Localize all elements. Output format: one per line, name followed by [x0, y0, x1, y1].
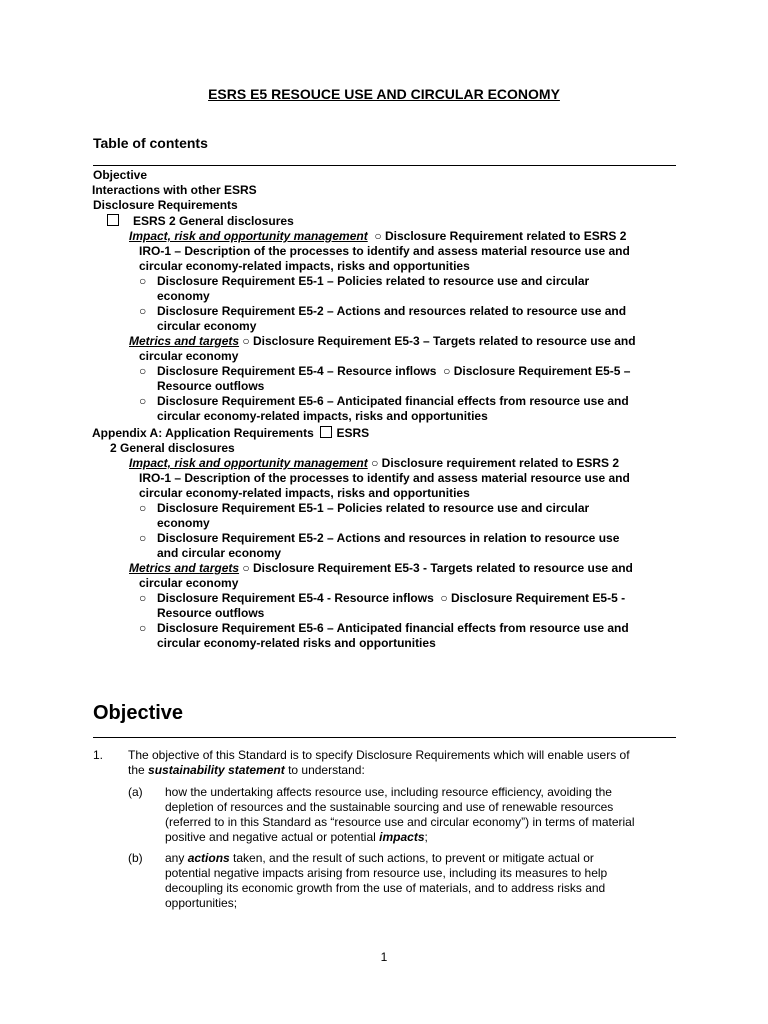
toc-heading: Table of contents [93, 135, 208, 151]
toc-a-e56[interactable]: ○ Disclosure Requirement E5-6 – Anticipated financial effects from resource use and [139, 621, 629, 635]
square-bullet-icon [107, 214, 119, 226]
toc-a-e55-line2: Resource outflows [157, 606, 265, 620]
circle-bullet-icon: ○ [443, 364, 451, 378]
circle-bullet-icon: ○ [440, 591, 448, 605]
toc-a-metrics-line2: circular economy [139, 576, 239, 590]
toc-a-irom[interactable]: Impact, risk and opportunity management ○ Disclosure requirement related to ESRS 2 [129, 456, 620, 470]
toc-esrs2-general[interactable]: ESRS 2 General disclosures [107, 214, 294, 229]
square-bullet-icon [320, 426, 332, 438]
toc-a-e52-line2: and circular economy [157, 546, 282, 560]
toc-e51-line2: economy [157, 289, 210, 303]
circle-bullet-icon: ○ [242, 334, 250, 348]
list-item-line: potential negative impacts arising from resource use, including its measures to help [165, 866, 608, 880]
list-item-line: opportunities; [165, 896, 238, 910]
toc-metrics-targets[interactable]: Metrics and targets ○ Disclosure Requirement E5-3 – Targets related to resource use and [129, 334, 636, 348]
circle-bullet-icon: ○ [139, 501, 147, 515]
list-item-line: any actions taken, and the result of such actions, to prevent or mitigate actual or [165, 851, 594, 865]
toc-a-e51-line2: economy [157, 516, 210, 530]
toc-e52-line2: circular economy [157, 319, 257, 333]
paragraph-number: 1. [93, 748, 104, 762]
defined-term: sustainability statement [148, 763, 285, 777]
toc-iro1-line1[interactable]: IRO-1 – Description of the processes to identify and assess material resource use and [139, 244, 630, 258]
toc-e54-e55[interactable]: ○ Disclosure Requirement E5-4 – Resource inflows ○ Disclosure Requirement E5-5 – [139, 364, 631, 378]
paragraph-line: The objective of this Standard is to specify Disclosure Requirements which will enable users of [128, 748, 630, 762]
circle-bullet-icon: ○ [139, 274, 147, 288]
toc-a-iro1-line2: circular economy-related impacts, risks and opportunities [139, 486, 470, 500]
toc-e51[interactable]: ○ Disclosure Requirement E5-1 – Policies related to resource use and circular [139, 274, 590, 288]
toc-a-e56-line2: circular economy-related risks and opportunities [157, 636, 436, 650]
toc-irom[interactable]: Impact, risk and opportunity management ○ Disclosure Requirement related to ESRS 2 [129, 229, 627, 243]
circle-bullet-icon: ○ [139, 364, 147, 378]
toc-a-iro1-line1[interactable]: IRO-1 – Description of the processes to identify and assess material resource use and [139, 471, 630, 485]
toc-appendix-line2: 2 General disclosures [110, 441, 235, 455]
list-item-line: depletion of resources and the sustainable sourcing and use of renewable resources [165, 800, 614, 814]
toc-interactions[interactable]: Interactions with other ESRS [92, 183, 257, 197]
objective-divider [93, 737, 676, 738]
list-item-label: (b) [128, 851, 143, 865]
circle-bullet-icon: ○ [371, 456, 379, 470]
defined-term: actions [187, 851, 230, 865]
page-number: 1 [380, 950, 388, 964]
defined-term: impacts [379, 830, 425, 844]
toc-iro1-line2: circular economy-related impacts, risks and opportunities [139, 259, 470, 273]
list-item-label: (a) [128, 785, 143, 799]
toc-objective[interactable]: Objective [93, 168, 148, 182]
list-item-line: decoupling its economic growth from the use of materials, and to address risks and [165, 881, 606, 895]
circle-bullet-icon: ○ [139, 304, 147, 318]
toc-e56[interactable]: ○ Disclosure Requirement E5-6 – Anticipated financial effects from resource use and [139, 394, 629, 408]
toc-appendix[interactable]: Appendix A: Application Requirements ESRS [92, 426, 370, 440]
list-item-line: positive and negative actual or potential impacts; [165, 830, 428, 844]
circle-bullet-icon: ○ [374, 229, 382, 243]
paragraph-line: the sustainability statement to understand: [128, 763, 365, 777]
toc-metrics-line2: circular economy [139, 349, 239, 363]
circle-bullet-icon: ○ [139, 531, 147, 545]
list-item-line: how the undertaking affects resource use, including resource efficiency, avoiding the [165, 785, 612, 799]
toc-e56-line2: circular economy-related impacts, risks and opportunities [157, 409, 488, 423]
toc-divider [93, 165, 676, 166]
section-heading-objective: Objective [93, 702, 184, 724]
list-item-line: (referred to in this Standard as “resource use and circular economy”) in terms of material [165, 815, 635, 829]
circle-bullet-icon: ○ [139, 394, 147, 408]
circle-bullet-icon: ○ [139, 591, 147, 605]
toc-a-e51[interactable]: ○ Disclosure Requirement E5-1 – Policies related to resource use and circular [139, 501, 590, 515]
circle-bullet-icon: ○ [139, 621, 147, 635]
toc-a-e52[interactable]: ○ Disclosure Requirement E5-2 – Actions and resources in relation to resource use [139, 531, 620, 545]
toc-e55-line2: Resource outflows [157, 379, 265, 393]
toc-a-metrics-targets[interactable]: Metrics and targets ○ Disclosure Requirement E5-3 - Targets related to resource use and [129, 561, 633, 575]
toc-a-e54-e55[interactable]: ○ Disclosure Requirement E5-4 - Resource inflows ○ Disclosure Requirement E5-5 - [139, 591, 626, 605]
circle-bullet-icon: ○ [242, 561, 250, 575]
toc-disclosure-requirements[interactable]: Disclosure Requirements [93, 198, 238, 212]
toc-e52[interactable]: ○ Disclosure Requirement E5-2 – Actions and resources related to resource use and [139, 304, 627, 318]
document-title: ESRS E5 RESOUCE USE AND CIRCULAR ECONOMY [208, 86, 560, 102]
